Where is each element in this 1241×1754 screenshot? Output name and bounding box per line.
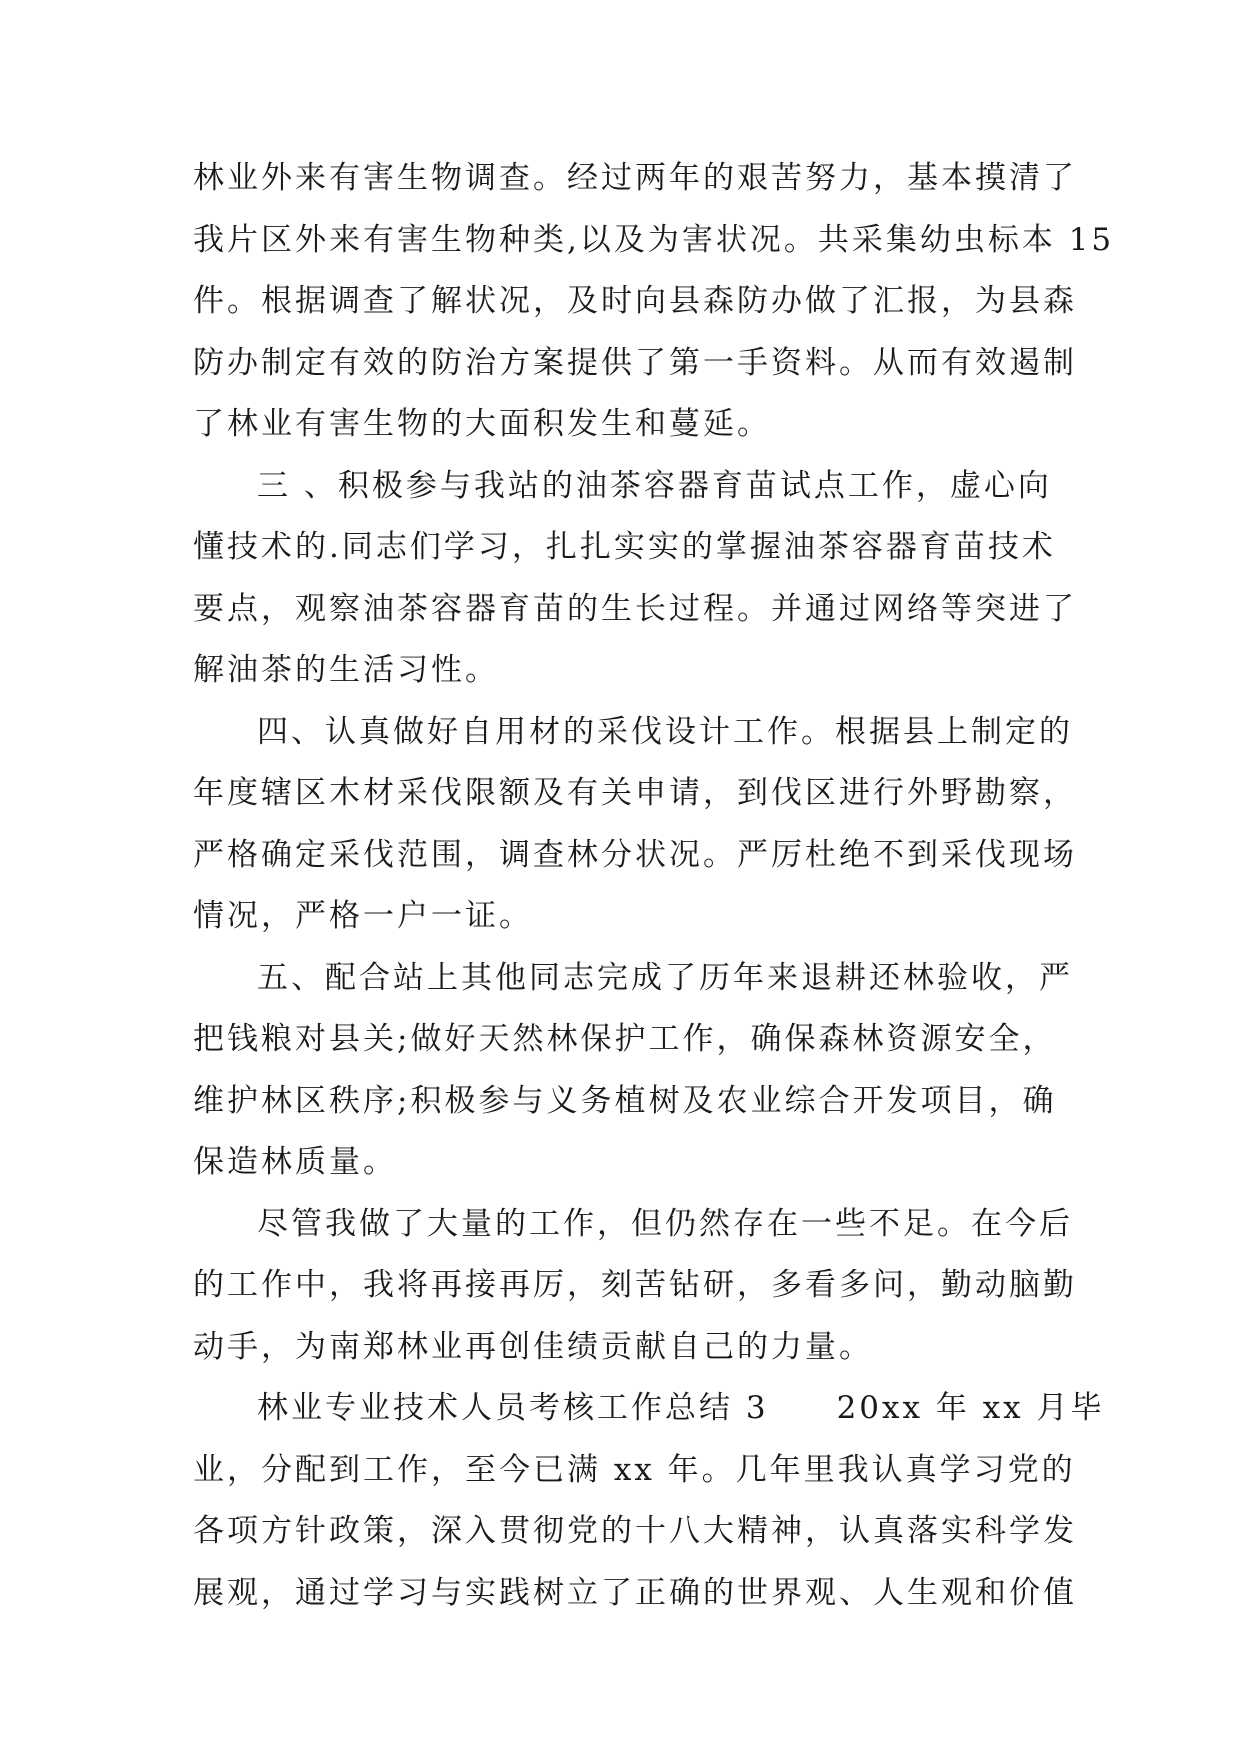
text-line: 业，分配到工作，至今已满 xx 年。几年里我认真学习党的 [193,1451,1076,1488]
text-line: 了林业有害生物的大面积发生和蔓延。 [193,406,771,442]
paragraph-start-line: 尽管我做了大量的工作，但仍然存在一些不足。在今后 [257,1205,1073,1242]
text-line: 要点，观察油茶容器育苗的生长过程。并通过网络等突进了 [193,590,1077,627]
text-line: 的工作中，我将再接再厉，刻苦钻研，多看多问，勤动脑勤 [193,1267,1077,1303]
text-line: 年度辖区木材采伐限额及有关申请，到伐区进行外野勘察， [193,775,1077,811]
paragraph-start-line: 三 、积极参与我站的油茶容器育苗试点工作，虚心向 [257,467,1052,504]
paragraph-start-line: 四、认真做好自用材的采伐设计工作。根据县上制定的 [257,713,1073,750]
text-line: 各项方针政策，深入贯彻党的十八大精神，认真落实科学发 [193,1513,1077,1549]
paragraph-start-line: 林业专业技术人员考核工作总结 3 20xx 年 xx 月毕 [257,1390,1105,1426]
text-line: 情况，严格一户一证。 [193,898,533,934]
text-line: 展观，通过学习与实践树立了正确的世界观、人生观和价值 [193,1574,1077,1611]
text-line: 严格确定采伐范围，调查林分状况。严厉杜绝不到采伐现场 [193,836,1077,873]
text-line: 把钱粮对县关;做好天然林保护工作，确保森林资源安全， [193,1021,1057,1057]
text-line: 防办制定有效的防治方案提供了第一手资料。从而有效遏制 [193,344,1077,381]
text-line: 懂技术的.同志们学习，扎扎实实的掌握油茶容器育苗技术 [193,529,1056,565]
text-line: 我片区外来有害生物种类,以及为害状况。共采集幼虫标本 15 [193,221,1115,258]
text-line: 件。根据调查了解状况，及时向县森防办做了汇报，为县森 [193,283,1077,319]
text-line: 动手，为南郑林业再创佳绩贡献自己的力量。 [193,1328,873,1365]
text-line: 林业外来有害生物调查。经过两年的艰苦努力，基本摸清了 [193,160,1077,196]
body-text [193,148,1115,1624]
text-line: 解油茶的生活习性。 [193,652,499,688]
text-line: 保造林质量。 [193,1144,397,1180]
text-line: 维护林区秩序;积极参与义务植树及农业综合开发项目，确 [193,1082,1057,1119]
paragraph-start-line: 五、配合站上其他同志完成了历年来退耕还林验收，严 [257,959,1073,996]
